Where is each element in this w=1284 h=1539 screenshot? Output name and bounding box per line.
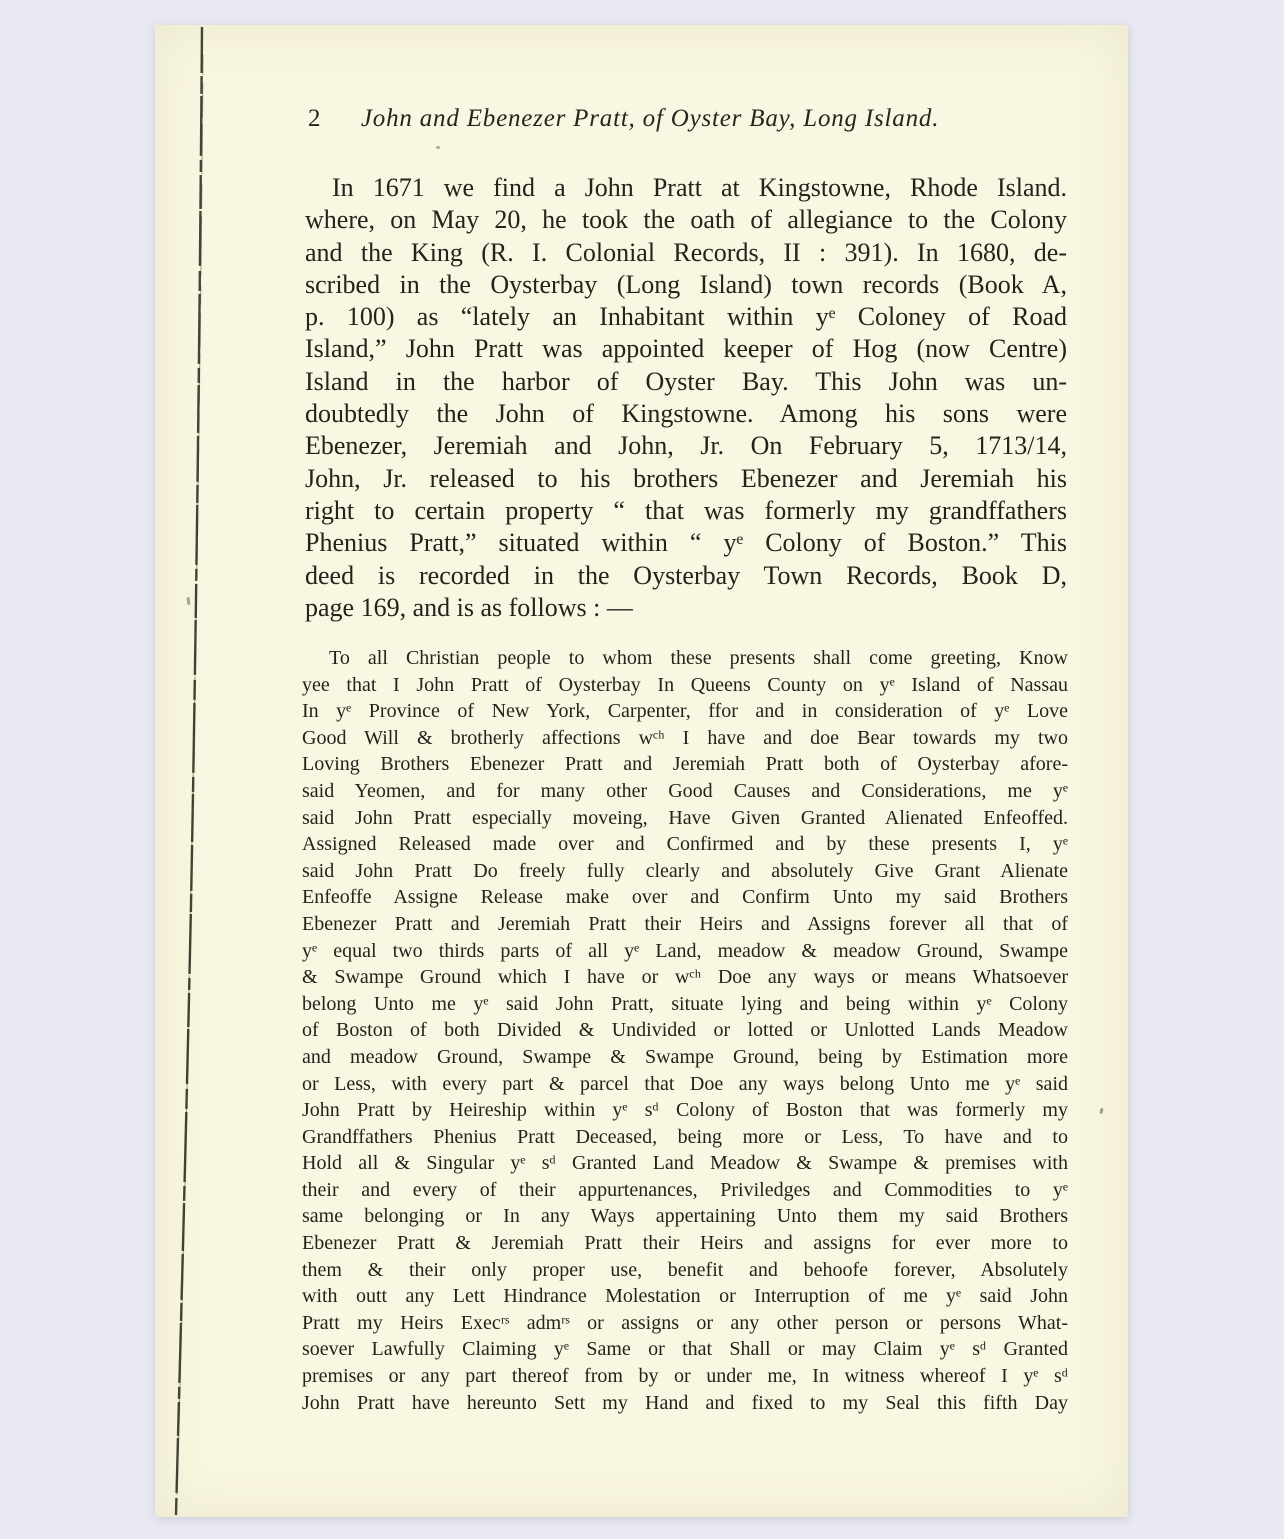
text-line: their and every of their appurtenances, Priviledges and Commodities to yᵉ <box>302 1178 1068 1201</box>
text-line: yᵉ equal two thirds parts of all yᵉ Land, meadow & meadow Ground, Swampe <box>302 939 1068 962</box>
text-line: John Pratt have hereunto Sett my Hand and fixed to my Seal this fifth Day <box>302 1391 1068 1414</box>
text-line: them & their only proper use, benefit and behoofe forever, Absolutely <box>302 1258 1068 1281</box>
text-line: of Boston of both Divided & Undivided or lotted or Unlotted Lands Meadow <box>302 1019 1068 1042</box>
text-line: said John Pratt Do freely fully clearly and absolutely Give Grant Alienate <box>302 859 1068 882</box>
text-line: Island,” John Pratt was appointed keeper of Hog (now Centre) <box>305 334 1067 364</box>
page-number: 2 <box>308 105 321 132</box>
text-line: Grandffathers Phenius Pratt Deceased, being more or Less, To have and to <box>302 1125 1068 1148</box>
text-line: deed is recorded in the Oysterbay Town Records, Book D, <box>305 560 1067 590</box>
text-line: or Less, with every part & parcel that Doe any ways belong Unto me yᵉ said <box>302 1072 1068 1095</box>
text-line: In 1671 we find a John Pratt at Kingstowne, Rhode Island. <box>332 173 1067 202</box>
text-line: Hold all & Singular yᵉ sᵈ Granted Land Meadow & Swampe & premises with <box>302 1152 1068 1175</box>
text-line: where, on May 20, he took the oath of allegiance to the Colony <box>305 205 1067 235</box>
intro-paragraph <box>305 172 1067 624</box>
text-line: same belonging or In any Ways appertaining Unto them my said Brothers <box>302 1205 1068 1228</box>
text-line: right to certain property “ that was formerly my grandffathers <box>305 495 1067 525</box>
text-line: scribed in the Oysterbay (Long Island) town records (Book A, <box>305 269 1067 299</box>
text-line: and the King (R. I. Colonial Records, II : 391). In 1680, de- <box>305 237 1067 267</box>
text-line: Assigned Released made over and Confirmed and by these presents I, yᵉ <box>302 833 1068 856</box>
text-line: & Swampe Ground which I have or wᶜʰ Doe any ways or means Whatsoever <box>302 966 1068 989</box>
text-line: In yᵉ Province of New York, Carpenter, ffor and in consideration of yᵉ Love <box>302 700 1068 723</box>
scan-speck <box>436 146 440 149</box>
text-line: John Pratt by Heireship within yᵉ sᵈ Colony of Boston that was formerly my <box>302 1099 1068 1122</box>
deed-paragraph <box>302 645 1068 1416</box>
text-line: with outt any Lett Hindrance Molestation or Interruption of me yᵉ said John <box>302 1285 1068 1308</box>
text-line: page 169, and is as follows : — <box>305 592 633 622</box>
text-line: Pratt my Heirs Execʳˢ admʳˢ or assigns or any other person or persons What- <box>302 1311 1068 1334</box>
running-header <box>308 105 1073 133</box>
text-line: Island in the harbor of Oyster Bay. This John was un- <box>305 366 1067 396</box>
page-title: John and Ebenezer Pratt, of Oyster Bay, Long Island. <box>360 105 940 132</box>
text-line: Ebenezer Pratt and Jeremiah Pratt their Heirs and Assigns forever all that of <box>302 912 1068 935</box>
text-line: Good Will & brotherly affections wᶜʰ I have and doe Bear towards my two <box>302 726 1068 749</box>
text-line: To all Christian people to whom these presents shall come greeting, Know <box>329 647 1068 669</box>
text-line: Enfeoffe Assigne Release make over and Confirm Unto my said Brothers <box>302 886 1068 909</box>
text-line: p. 100) as “lately an Inhabitant within yᵉ Coloney of Road <box>305 302 1067 332</box>
text-line: Loving Brothers Ebenezer Pratt and Jeremiah Pratt both of Oysterbay afore- <box>302 753 1068 776</box>
text-line: soever Lawfully Claiming yᵉ Same or that Shall or may Claim yᵉ sᵈ Granted <box>302 1338 1068 1361</box>
text-line: John, Jr. released to his brothers Ebenezer and Jeremiah his <box>305 463 1067 493</box>
text-line: yee that I John Pratt of Oysterbay In Queens County on yᵉ Island of Nassau <box>302 673 1068 696</box>
text-line: Ebenezer, Jeremiah and John, Jr. On February 5, 1713/14, <box>305 431 1067 461</box>
text-line: and meadow Ground, Swampe & Swampe Ground, being by Estimation more <box>302 1045 1068 1068</box>
text-line: premises or any part thereof from by or under me, In witness whereof I yᵉ sᵈ <box>302 1365 1068 1388</box>
text-line: Ebenezer Pratt & Jeremiah Pratt their Heirs and assigns for ever more to <box>302 1232 1068 1255</box>
scanned-page <box>155 25 1128 1517</box>
text-line: belong Unto me yᵉ said John Pratt, situate lying and being within yᵉ Colony <box>302 992 1068 1015</box>
text-line: said Yeomen, and for many other Good Causes and Considerations, me yᵉ <box>302 779 1068 802</box>
text-line: doubtedly the John of Kingstowne. Among his sons were <box>305 399 1067 429</box>
text-line: said John Pratt especially moveing, Have Given Granted Alienated Enfeoffed. <box>302 806 1068 829</box>
text-line: Phenius Pratt,” situated within “ yᵉ Colony of Boston.” This <box>305 528 1067 558</box>
